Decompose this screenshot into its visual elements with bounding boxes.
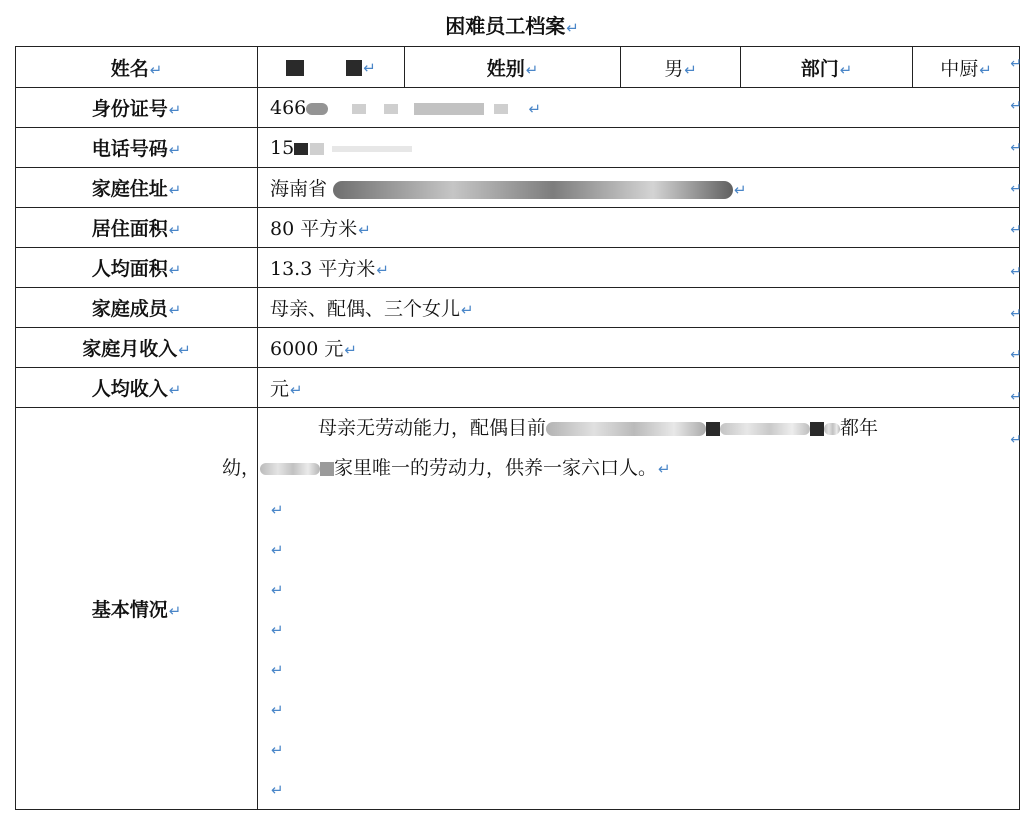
dept-value: 中厨: [940, 57, 979, 80]
paragraph-mark-icon: ↵: [271, 701, 284, 719]
dept-label: 部门: [800, 57, 839, 80]
paragraph-mark-icon: ↵: [658, 460, 671, 478]
row-value-cell: [258, 88, 1020, 128]
paragraph-mark-icon: ↵: [684, 60, 697, 79]
id-number-value: 466: [270, 96, 307, 119]
row-end-mark-icon: ↵: [1010, 181, 1022, 197]
paragraph-mark-icon: ↵: [566, 19, 579, 37]
row-end-mark-icon: ↵: [1010, 98, 1022, 114]
row-label-cell: [16, 168, 258, 208]
redacted-block: [294, 143, 308, 155]
paragraph-mark-icon: ↵: [358, 221, 371, 239]
paragraph-mark-icon: ↵: [168, 602, 182, 620]
row-value-cell: [258, 168, 1020, 208]
row-value-cell: [258, 248, 1020, 288]
dept-label-cell: [741, 47, 913, 88]
per-capita-area-value: 13.3 平方米: [270, 258, 376, 280]
paragraph-mark-icon: ↵: [363, 59, 376, 77]
redacted-name-block: [286, 60, 304, 76]
basic-info-label: 基本情况: [91, 599, 168, 621]
paragraph-mark-icon: ↵: [271, 781, 284, 799]
paragraph-mark-icon: ↵: [168, 221, 182, 239]
title-text: 困难员工档案: [445, 14, 566, 38]
paragraph-mark-icon: ↵: [839, 60, 853, 79]
per-capita-income-label: 人均收入: [91, 378, 168, 400]
name-label: 姓名: [110, 57, 149, 80]
table-row: [16, 328, 1020, 368]
row-value-cell: [258, 368, 1020, 408]
table-row: [16, 208, 1020, 248]
row-end-mark-icon: ↵: [1010, 140, 1022, 156]
table-row: [16, 368, 1020, 408]
table-row: [16, 248, 1020, 288]
living-area-label: 居住面积: [91, 218, 168, 240]
redacted-block: [352, 104, 366, 114]
redacted-text-block: [810, 422, 824, 436]
row-label-cell: [16, 128, 258, 168]
monthly-income-label: 家庭月收入: [82, 338, 178, 360]
row-value-cell: [258, 288, 1020, 328]
row-end-mark-icon: ↵: [1010, 56, 1022, 72]
paragraph-mark-icon: ↵: [271, 621, 284, 639]
redacted-block: [414, 103, 484, 115]
gender-label-cell: [405, 47, 621, 88]
paragraph-mark-icon: ↵: [528, 99, 542, 118]
row-value-cell: [258, 328, 1020, 368]
redacted-block: [494, 104, 508, 114]
paragraph-mark-icon: ↵: [168, 301, 182, 319]
paragraph-mark-icon: ↵: [461, 301, 474, 319]
basic-info-text: 都年: [840, 417, 879, 439]
redacted-text-block: [546, 422, 706, 436]
table-row: [16, 288, 1020, 328]
redacted-block: [332, 146, 412, 152]
row-end-mark-icon: ↵: [1010, 264, 1022, 280]
paragraph-mark-icon: ↵: [168, 261, 182, 279]
paragraph-mark-icon: ↵: [168, 181, 182, 199]
name-value-cell: [258, 47, 405, 88]
paragraph-mark-icon: ↵: [271, 501, 284, 519]
basic-info-text: 母亲无劳动能力，配偶目前: [318, 417, 547, 439]
address-label: 家庭住址: [91, 178, 168, 200]
row-end-mark-icon: ↵: [1010, 347, 1022, 363]
table-row: [16, 47, 1020, 88]
gender-value: 男: [664, 57, 684, 80]
living-area-value: 80 平方米: [270, 218, 358, 240]
row-label-cell: [16, 248, 258, 288]
row-label-cell: [16, 368, 258, 408]
basic-info-cell: [222, 408, 1020, 810]
paragraph-mark-icon: ↵: [271, 541, 284, 559]
row-label-cell: [16, 288, 258, 328]
paragraph-mark-icon: ↵: [979, 60, 992, 79]
dept-value-cell: [913, 47, 1020, 88]
family-members-label: 家庭成员: [91, 298, 168, 320]
name-label-cell: [16, 47, 258, 88]
gender-value-cell: [621, 47, 741, 88]
redacted-text-block: [824, 423, 840, 435]
paragraph-mark-icon: ↵: [271, 581, 284, 599]
table-row: [16, 408, 1020, 810]
paragraph-mark-icon: ↵: [271, 661, 284, 679]
paragraph-mark-icon: ↵: [290, 381, 303, 399]
table-row: [16, 128, 1020, 168]
document-title: [0, 10, 1024, 39]
phone-label: 电话号码: [91, 138, 168, 160]
basic-info-text: 幼，: [222, 457, 261, 479]
paragraph-mark-icon: ↵: [168, 141, 182, 159]
paragraph-mark-icon: ↵: [178, 341, 191, 359]
monthly-income-value: 6000 元: [270, 338, 344, 360]
redacted-address-block: [333, 181, 733, 199]
paragraph-mark-icon: ↵: [168, 101, 182, 119]
row-label-cell: [16, 88, 258, 128]
per-capita-area-label: 人均面积: [91, 258, 168, 280]
basic-info-text: 家里唯一的劳动力，供养一家六口人。: [334, 457, 658, 479]
row-end-mark-icon: ↵: [1010, 389, 1022, 405]
redacted-name-block: [346, 60, 362, 76]
redacted-block: [384, 104, 398, 114]
id-number-label: 身份证号: [91, 98, 168, 120]
paragraph-mark-icon: ↵: [344, 341, 357, 359]
table-row: [16, 168, 1020, 208]
paragraph-mark-icon: ↵: [525, 60, 539, 79]
phone-value: 15: [270, 136, 295, 159]
per-capita-income-value: 元: [270, 378, 290, 400]
address-value: 海南省: [270, 178, 328, 200]
redacted-text-block: [720, 423, 810, 435]
row-label-cell: [16, 208, 258, 248]
row-label-cell: [16, 328, 258, 368]
redacted-text-block: [706, 422, 720, 436]
row-end-mark-icon: ↵: [1010, 306, 1022, 322]
row-value-cell: [258, 128, 1020, 168]
paragraph-mark-icon: ↵: [149, 60, 163, 79]
paragraph-mark-icon: ↵: [734, 181, 747, 199]
row-end-mark-icon: ↵: [1010, 432, 1022, 448]
redacted-block: [310, 143, 324, 155]
row-end-mark-icon: ↵: [1010, 222, 1022, 238]
redacted-block: [306, 103, 328, 115]
paragraph-mark-icon: ↵: [376, 261, 389, 279]
paragraph-mark-icon: ↵: [168, 381, 182, 399]
redacted-text-block: [320, 462, 334, 476]
family-members-value: 母亲、配偶、三个女儿: [270, 298, 461, 320]
paragraph-mark-icon: ↵: [271, 741, 284, 759]
row-value-cell: [258, 208, 1020, 248]
basic-info-paragraph: [222, 408, 1007, 489]
employee-archive-table: [15, 46, 1020, 810]
redacted-text-block: [260, 463, 320, 475]
table-row: [16, 88, 1020, 128]
gender-label: 姓别: [486, 57, 525, 80]
